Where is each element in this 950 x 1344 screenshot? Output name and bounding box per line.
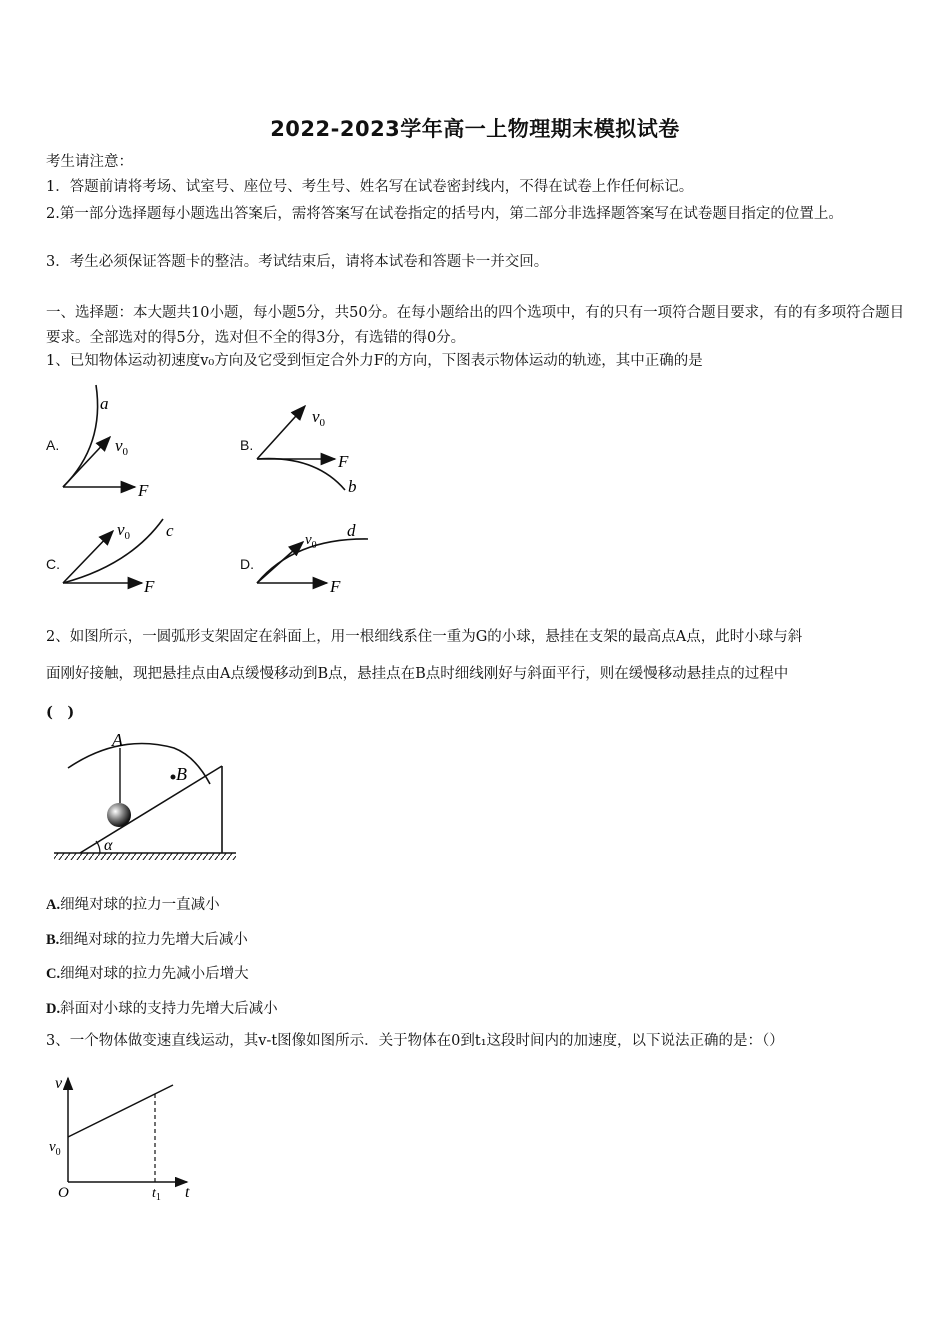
q3-vt-graph (45, 1070, 205, 1210)
q1-f-label-d: F (330, 577, 341, 596)
q1-curve-label-c: c (166, 521, 174, 540)
label-b: B (176, 764, 187, 784)
q1-f-label-c: F (144, 577, 155, 596)
page-title: 2022-2023学年高一上物理期末模拟试卷 (270, 117, 680, 141)
q1-figure-a (60, 385, 170, 500)
ball (107, 803, 131, 827)
arc-support (68, 744, 210, 785)
q1-v-label-c: $v_0$ (117, 520, 131, 542)
q1-f-label-b: F (338, 452, 349, 471)
ground-hatching (54, 853, 236, 860)
q1-f-label-a: F (138, 481, 149, 500)
q1-velocity-arrow-a (63, 437, 110, 487)
q1-figure-d (255, 518, 375, 598)
q1-option-a-letter: A. (46, 437, 60, 453)
q1-curve-a (63, 385, 98, 487)
q1-option-d-letter: D. (240, 556, 254, 572)
q2-option-b: B.细绳对球的拉力先增大后减小 (46, 932, 248, 948)
t-axis-label: t (185, 1184, 190, 1201)
t1-label: $t_1$ (152, 1186, 161, 1203)
q2-stem-line2: 面刚好接触，现把悬挂点由A点缓慢移动到B点，悬挂点在B点时细线刚好与斜面平行，则在缓慢移动悬挂点的过程中 (46, 666, 789, 682)
q1-figure-b (255, 400, 370, 500)
q1-v-label-a: $v_0$ (115, 436, 129, 458)
q1-v-label-b: $v_0$ (312, 407, 326, 429)
q2-option-a: A.细绳对球的拉力一直减小 (46, 897, 220, 913)
label-a: A (112, 730, 123, 750)
q1-option-c-letter: C. (46, 556, 60, 572)
q3-stem: 3、一个物体做变速直线运动，其v-t图像如图所示．关于物体在0到t₁这段时间内的加速度，以下说法正确的是：（） (46, 1033, 784, 1049)
notice-item-1: 1．答题前请将考场、试室号、座位号、考生号、姓名写在试卷密封线内，不得在试卷上作任何标记。 (46, 179, 694, 195)
q1-velocity-arrow-b (257, 406, 305, 459)
q2-answer-blank: ( ) (46, 704, 75, 721)
vt-line (68, 1085, 173, 1137)
q1-figure-c (60, 515, 185, 600)
q2-option-c: C.细绳对球的拉力先减小后增大 (46, 966, 249, 982)
q1-option-b-letter: B. (240, 437, 254, 453)
q1-curve-label-a: a (100, 394, 109, 413)
notice-item-2: 2.第一部分选择题每小题选出答案后，需将答案写在试卷指定的括号内，第二部分非选择题答案写在试卷题目指定的位置上。 (46, 206, 843, 222)
label-alpha: α (104, 837, 113, 854)
q1-curve-c (63, 519, 163, 583)
incline-surface (80, 766, 222, 853)
notice-heading: 考生请注意： (46, 154, 133, 170)
q2-figure (50, 728, 240, 863)
section1-heading: 一、选择题：本大题共10小题，每小题5分，共50分。在每小题给出的四个选项中，有的只有一项符合题目要求，有的有多项符合题目要求。全部选对的得5分，选对但不全的得3分，有选错的得0分。 (46, 305, 905, 346)
point-b-dot (171, 775, 176, 780)
origin-label: O (58, 1185, 69, 1201)
notice-item-3: 3．考生必须保证答题卡的整洁。考试结束后，请将本试卷和答题卡一并交回。 (46, 254, 549, 270)
v-axis-label: v (55, 1075, 63, 1092)
q1-stem: 1、已知物体运动初速度v₀方向及它受到恒定合外力F的方向，下图表示物体运动的轨迹，其中正确的是 (46, 353, 703, 369)
v0-label: $v_0$ (49, 1139, 61, 1158)
q1-curve-label-b: b (348, 477, 357, 496)
q1-v-label-d: $v_0$ (305, 532, 317, 551)
q1-curve-b (257, 459, 345, 490)
q2-option-d: D.斜面对小球的支持力先增大后减小 (46, 1001, 278, 1017)
q2-stem-line1: 2、如图所示，一圆弧形支架固定在斜面上，用一根细线系住一重为G的小球，悬挂在支架的最高点A点，此时小球与斜 (46, 629, 803, 645)
q1-curve-label-d: d (347, 521, 356, 540)
